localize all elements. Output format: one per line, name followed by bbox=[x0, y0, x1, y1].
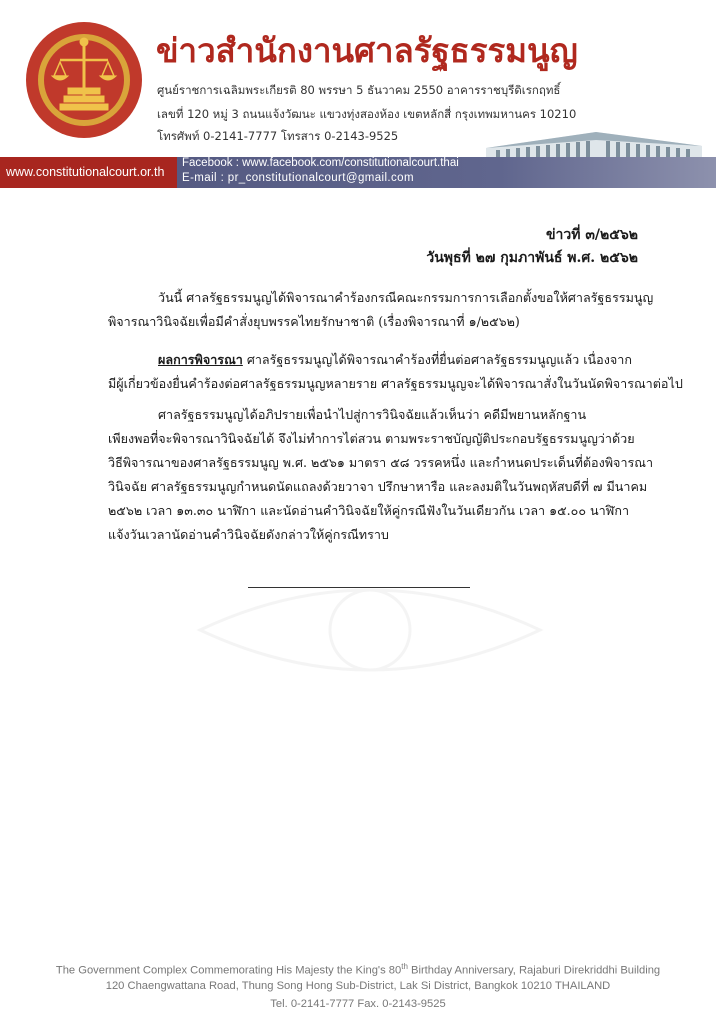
address-line-1: ศูนย์ราชการเฉลิมพระเกียรติ 80 พรรษา 5 ธันวาคม 2550 อาคารราชบุรีดิเรกฤทธิ์ bbox=[157, 83, 561, 97]
office-news-title: ข่าวสำนักงานศาลรัฐธรรมนูญ bbox=[156, 31, 578, 70]
email-link[interactable]: E-mail : pr_constitutionalcourt@gmail.com bbox=[182, 172, 414, 184]
paragraph-1-line-1: วันนี้ ศาลรัฐธรรมนูญได้พิจารณาคำร้องกรณีคณะกรรมการการเลือกตั้งขอให้ศาลรัฐธรรมนูญ bbox=[158, 290, 654, 305]
footer-line1-b: Birthday Anniversary, Rajaburi Direkriddhi Building bbox=[407, 964, 661, 977]
paragraph-2-line-1-text: ศาลรัฐธรรมนูญได้พิจารณาคำร้องที่ยื่นต่อศาลรัฐธรรมนูญแล้ว เนื่องจาก bbox=[242, 352, 632, 367]
watermark-emblem-icon bbox=[180, 560, 560, 700]
footer-line1-a: The Government Complex Commemorating His Majesty the King's 80 bbox=[55, 964, 402, 977]
footer-building-line bbox=[0, 962, 716, 977]
result-heading: ผลการพิจารณา bbox=[158, 352, 243, 367]
footer-address-line: 120 Chaengwattana Road, Thung Song Hong Sub-District, Lak Si District, Bangkok 10210 THAILAND bbox=[105, 980, 611, 992]
paragraph-3-line-1: ศาลรัฐธรรมนูญได้อภิปรายเพื่อนำไปสู่การวินิจฉัยแล้วเห็นว่า คดีมีพยานหลักฐาน bbox=[158, 407, 587, 422]
paragraph-3-line-6: แจ้งวันเวลานัดอ่านคำวินิจฉัยดังกล่าวให้คู่กรณีทราบ bbox=[108, 527, 389, 542]
paragraph-2-line-1 bbox=[158, 348, 632, 372]
court-seal-logo bbox=[24, 20, 144, 140]
paragraph-3-line-4: วินิจฉัย ศาลรัฐธรรมนูญกำหนดนัดแถลงด้วยวาจา ปรึกษาหารือ และลงมติในวันพฤหัสบดีที่ ๗ มีนาคม bbox=[108, 479, 648, 494]
footer-line1-sup: th bbox=[401, 962, 408, 971]
paragraph-3-line-5: ๒๕๖๒ เวลา ๑๓.๓๐ นาฬิกา และนัดอ่านคำวินิจฉัยให้คู่กรณีฟังในวันเดียวกัน เวลา ๑๕.๐๐ นาฬิกา bbox=[108, 503, 630, 518]
paragraph-1-line-2: พิจารณาวินิจฉัยเพื่อมีคำสั่งยุบพรรคไทยรักษาชาติ (เรื่องพิจารณาที่ ๑/๒๕๖๒) bbox=[108, 314, 520, 329]
paragraph-3-line-2: เพียงพอที่จะพิจารณาวินิจฉัยได้ จึงไม่ทำการไต่สวน ตามพระราชบัญญัติประกอบรัฐธรรมนูญว่าด้วย bbox=[108, 431, 635, 446]
facebook-link[interactable]: Facebook : www.facebook.com/constitutionalcourt.thai bbox=[182, 157, 459, 169]
address-line-2: เลขที่ 120 หมู่ 3 ถนนแจ้งวัฒนะ แขวงทุ่งสองห้อง เขตหลักสี่ กรุงเทพมหานคร 10210 bbox=[157, 107, 577, 121]
footer-phone-line: Tel. 0-2141-7777 Fax. 0-2143-9525 bbox=[270, 998, 446, 1010]
website-link[interactable]: www.constitutionalcourt.or.th bbox=[6, 165, 165, 179]
phone-fax-line: โทรศัพท์ 0-2141-7777 โทรสาร 0-2143-9525 bbox=[157, 129, 399, 143]
news-number: ข่าวที่ ๓/๒๕๖๒ bbox=[545, 227, 638, 243]
paragraph-2-line-2: มีผู้เกี่ยวข้องยื่นคำร้องต่อศาลรัฐธรรมนูญหลายราย ศาลรัฐธรรมนูญจะได้พิจารณาสั่งในวันนัดพิจารณาต่อไป bbox=[108, 376, 683, 391]
paragraph-3-line-3: วิธีพิจารณาของศาลรัฐธรรมนูญ พ.ศ. ๒๕๖๑ มาตรา ๕๘ วรรคหนึ่ง และกำหนดประเด็นที่ต้องพิจารณา bbox=[108, 455, 654, 470]
news-date: วันพุธที่ ๒๗ กุมภาพันธ์ พ.ศ. ๒๕๖๒ bbox=[426, 250, 638, 266]
